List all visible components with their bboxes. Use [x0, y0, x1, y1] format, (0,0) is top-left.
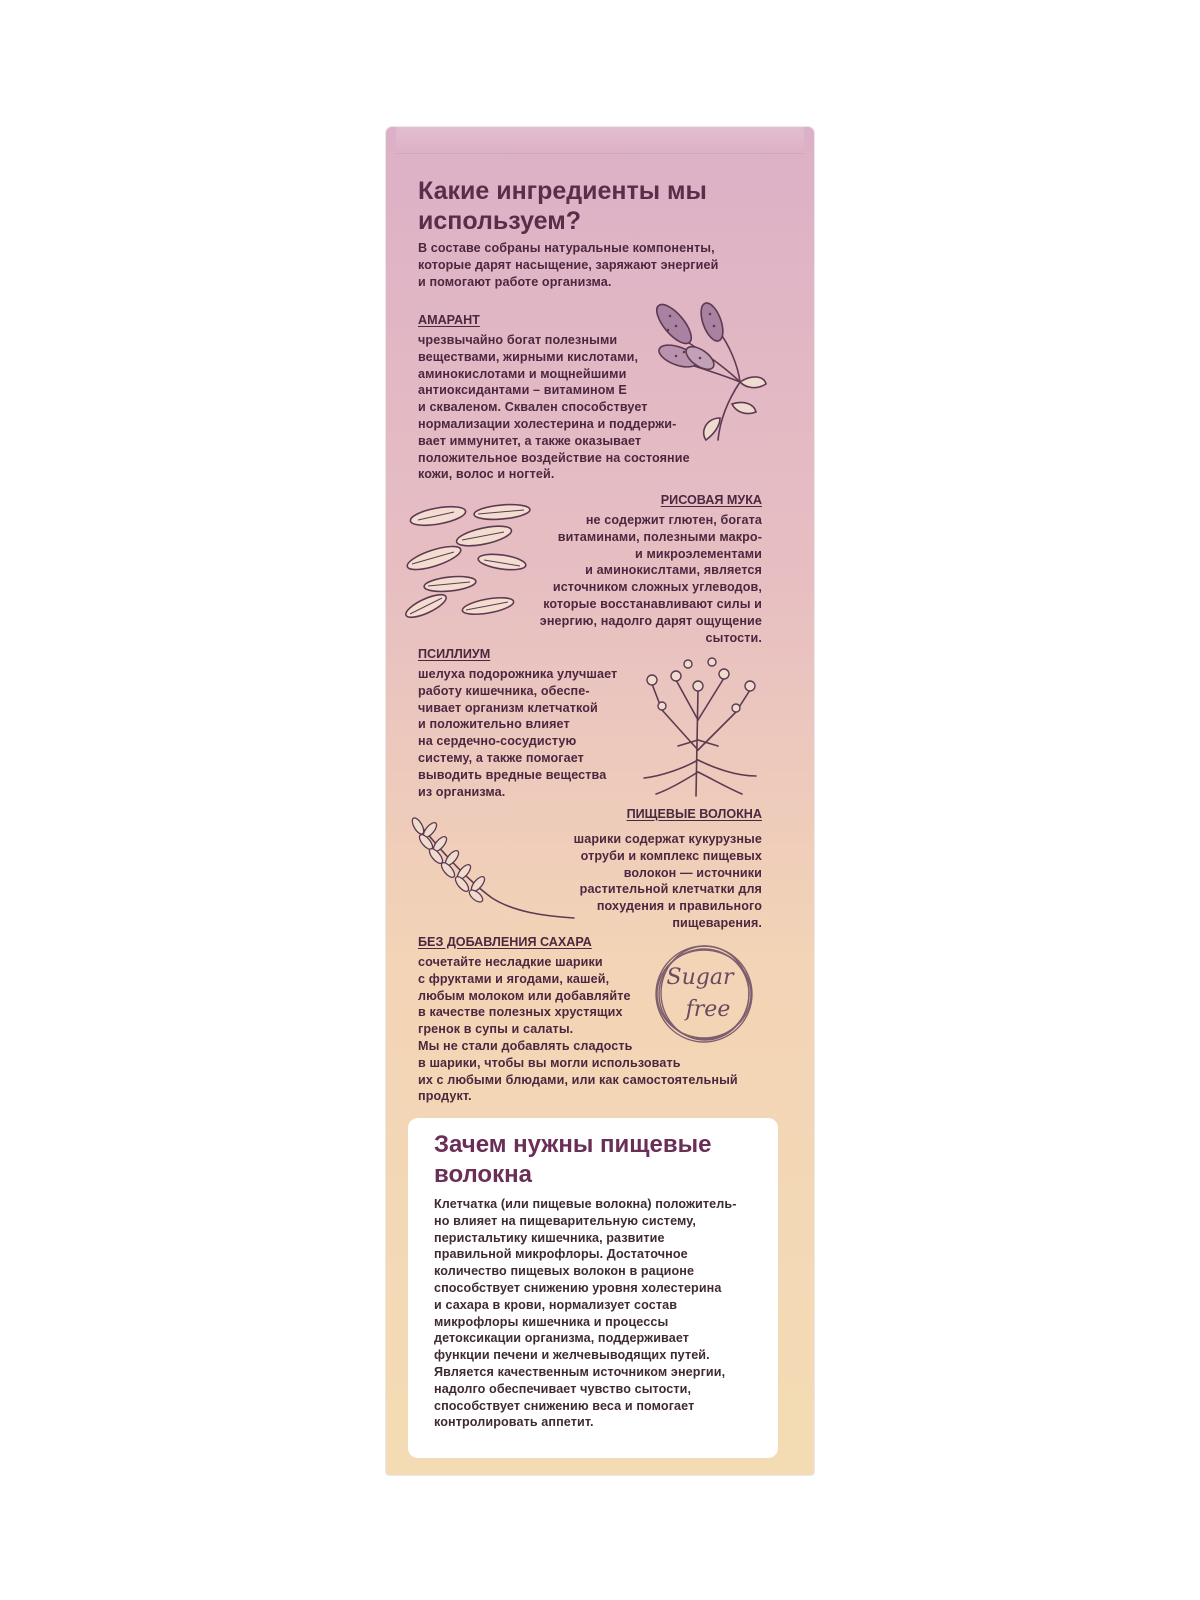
ingredient-heading-psyllium: ПСИЛЛИУМ [418, 647, 491, 661]
ingredient-text-psyllium: шелуха подорожника улучшает работу кишечника, обеспе- чивает организм клетчаткой и положительно влияет на сердечно-сосудистую систему, а также помогает выводить вредные вещества из организма. [418, 667, 618, 799]
ingredient-heading-amaranth: АМАРАНТ [418, 313, 480, 327]
sugar-free-stamp-icon [650, 940, 758, 1048]
ingredient-text-fiber: шарики содержат кукурузные отруби и комплекс пищевых волокон — источники растительной клетчатки для похудения и правильного пищеварения. [573, 832, 762, 930]
card-text: Клетчатка (или пищевые волокна) положитель- но влияет на пищеварительную систему, перистальтику кишечника, развитие правильной микрофлоры. Достаточное количество пищевых волокон в рационе способствует снижению уровня холестерина и сахара в крови, нормализует состав микрофлоры кишечника и процессы детоксикации организма, поддерживает функции печени и желчевыводящих путей. Является качественным источником энергии, надолго обеспечивает чувство сытости, способствует снижению веса и помогает контролировать аппетит. [434, 1197, 737, 1430]
page-title: Какие ингредиенты мы используем? [418, 177, 707, 235]
wheat-branch-icon [404, 812, 580, 922]
ingredient-heading-no-sugar: БЕЗ ДОБАВЛЕНИЯ САХАРА [418, 935, 592, 949]
package-top-flap [396, 127, 804, 154]
card-title: Зачем нужны пищевые волокна [434, 1131, 712, 1188]
ingredient-text-amaranth: чрезвычайно богат полезными веществами, жирными кислотами, аминокислотами и мощнейшими антиоксидантами – витамином Е и скваленом. Сквален способствует нормализации холестерина и поддержи- вает иммунитет, а также оказывает положительное воздействие на состояние кожи, волос и ногтей. [418, 333, 690, 482]
ingredient-text-no-sugar: сочетайте несладкие шарики с фруктами и ягодами, кашей, любым молоком или добавляйте в качестве полезных хрустящих гренок в супы и салаты. Мы не стали добавлять сладость в шарики, чтобы вы могли использовать их с любыми блюдами, или как самостоятельный продукт. [418, 955, 738, 1104]
stamp-text-sugar: Sugar [666, 965, 734, 990]
rice-grains-icon [404, 498, 532, 622]
ingredient-text-rice-flour: не содержит глютен, богата витаминами, полезными макро- и микроэлементами и аминокислтами, является источником сложных углеводов, которые восстанавливают силы и энергию, надолго дарят ощущение сытости. [539, 513, 762, 645]
stamp-text-free: free [685, 997, 731, 1022]
psyllium-plant-icon [632, 650, 768, 800]
intro-text: В составе собраны натуральные компоненты, которые дарят насыщение, заряжают энергией и помогают работе организма. [418, 241, 719, 289]
amaranth-icon [648, 300, 774, 450]
ingredient-heading-fiber: ПИЩЕВЫЕ ВОЛОКНА [626, 807, 762, 821]
ingredient-heading-rice-flour: РИСОВАЯ МУКА [660, 493, 762, 507]
